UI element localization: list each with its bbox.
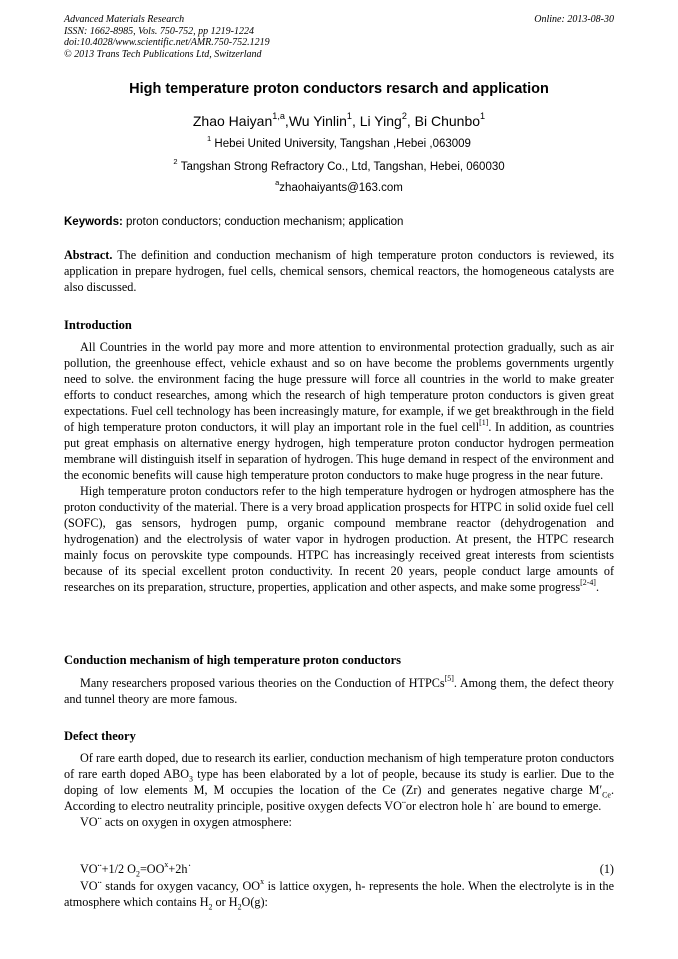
section-heading-introduction: Introduction [64,318,132,332]
online-date: Online: 2013-08-30 [534,14,614,25]
superscript: x [164,860,169,870]
keywords-label: Keywords: [64,216,123,228]
defect-paragraph-2: VO¨ acts on oxygen in oxygen atmosphere: [80,815,292,829]
intro-text: . In addition, as countries put great emphasis on alternative energy hydrogen, high temperature proton conductor hydrogen permeation membrane will distinguish itself in separation of hydrogen. This huge demand in respect of the environment and the economic benefits will cause high temperature proton conductors to make huge progress in the near future. [64,420,614,482]
subscript: 2 [208,902,213,912]
subscript: 3 [189,774,193,784]
author-sep: , [284,113,289,129]
conduction-text: . Among them, the defect theory and tunnel theory are more famous. [64,676,614,706]
journal-name: Advanced Materials Research [64,14,185,25]
intro-paragraph-2 [64,483,614,595]
author-name: Wu Yinlin [288,113,347,129]
author-sep: , [351,113,360,129]
author-name: Zhao Haiyan [192,113,273,129]
equation-text: =OO [139,862,165,876]
affiliation-sup: 2 [173,157,178,167]
issn-line: ISSN: 1662-8985, Vols. 750-752, pp 1219-1224 [64,25,254,37]
citation[interactable]: [1] [479,418,489,428]
equation-1 [80,862,614,877]
abstract [64,247,614,295]
author-name: Bi Chunbo [414,113,481,129]
superscript: x [260,877,265,887]
defect-text: . According to electro neutrality principle, positive oxygen defects VO¨or electron hole h˙ are bound to emerge. [64,783,614,813]
defect-text: is lattice oxygen, h- represents the hole. When the electrolyte is in the atmosphere which contains H [64,879,614,909]
defect-paragraph-3 [64,878,614,910]
abstract-label: Abstract. [64,248,113,262]
intro-text: . [595,580,599,594]
affiliation-sup: a [275,178,280,188]
abstract-text: The definition and conduction mechanism of high temperature proton conductors is reviewed, its application in prepare hydrogen, fuel cells, chemical sensors, chemical reactors, the homogeneous catalysts are also discussed. [64,248,614,294]
intro-text: All Countries in the world pay more and more attention to environmental protection gradually, such as air pollution, the greenhouse effect, vehicle exhaust and so on have become the problems governments urgently need to solve. the environment facing the huge pressure will force all countries in the world to make greater efforts to conduct researches, among which the research of high temperature proton conductors is given great expectations. Fuel cell technology has been increasingly mature, for example, if we get breakthrough in the field of high temperature proton conductors, it will play an important role in the fuel cell [64,340,614,434]
author-sup: 1 [480,111,486,122]
defect-text: or H [212,895,238,909]
subscript: Ce [602,790,611,800]
affiliation-1 [0,134,678,150]
keywords [64,216,614,228]
conduction-paragraph [64,675,614,707]
defect-paragraph-1 [64,750,614,814]
journal-header [64,14,270,60]
author-sep: , [406,113,415,129]
affiliation-sup: 1 [207,134,212,144]
affiliation-email [0,178,678,194]
introduction-body [64,339,614,595]
defect-text: O(g): [241,895,268,909]
author-sup: 1 [346,111,352,122]
intro-text: High temperature proton conductors refer to the high temperature hydrogen or hydrogen atmosphere has the proton conductivity of the material. There is a very broad application prospects for HTPC in solid oxide fuel cell (SOFC), gas sensors, hydrogen pump, organic compound membrane reactor (dehydrogenation and hydrogenation) and the electrolysis of water vapor in hydrogen production. At present, the HTPC research mainly focus on perovskite type compounds. HTPC has increasingly received great interests from scientists because of its special excellent proton conductivity. In recent 20 years, people conduct large amounts of researches on its preparation, structure, properties, application and other aspects, and make some progress [64,484,614,594]
citation[interactable]: [5] [444,674,454,684]
email-link[interactable]: zhaohaiyants@163.com [279,182,403,194]
keywords-text: proton conductors; conduction mechanism; application [126,216,404,228]
conduction-body [64,675,614,707]
affiliation-text: Tangshan Strong Refractory Co., Ltd, Tangshan, Hebei, 060030 [180,161,505,173]
subscript: 2 [237,902,242,912]
defect-body [64,750,614,830]
affiliation-text: Hebei United University, Tangshan ,Hebei ,063009 [214,138,471,150]
author-sup: 1,a [272,111,285,122]
intro-paragraph-1 [64,339,614,483]
subscript: 2 [135,869,140,879]
equation-number: (1) [599,862,614,876]
doi-line: doi:10.4028/www.scientific.net/AMR.750-752.1219 [64,37,270,48]
equation-text: +2h˙ [168,862,192,876]
affiliation-2 [0,157,678,173]
author-list [0,113,678,129]
citation[interactable]: [2-4] [580,578,596,588]
section-heading-defect: Defect theory [64,729,136,743]
defect-body-2 [64,878,614,910]
defect-text: type has been elaborated by a lot of people, because its study is earlier. Due to the doping of low elements M, M occupies the location of the Ce (Zr) and generates negative charge M′ [64,767,614,797]
section-heading-conduction: Conduction mechanism of high temperature proton conductors [64,653,402,667]
paper-title: High temperature proton conductors resarch and application [129,81,549,97]
defect-text: VO¨ stands for oxygen vacancy, OO [80,879,261,893]
copyright-line: © 2013 Trans Tech Publications Ltd, Switzerland [64,48,262,60]
author-sup: 2 [401,111,407,122]
author-name: Li Ying [359,113,402,129]
equation-text: VO¨+1/2 O [80,862,136,876]
defect-text: Of rare earth doped, due to research its earlier, conduction mechanism of high temperature proton conductors of rare earth doped ABO [64,751,614,781]
conduction-text: Many researchers proposed various theories on the Conduction of HTPCs [80,676,445,690]
